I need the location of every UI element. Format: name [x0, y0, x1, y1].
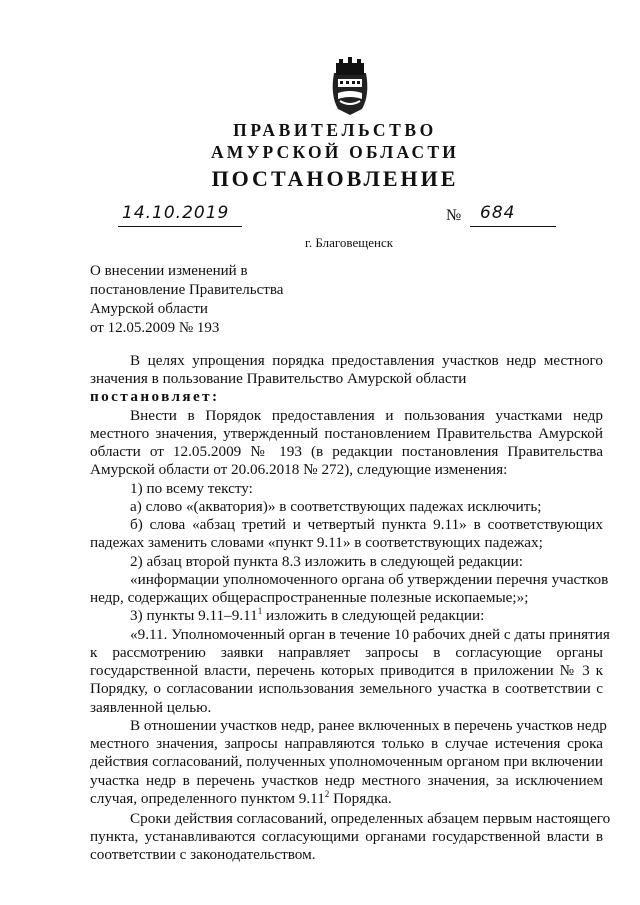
subject-line: постановление Правительства — [90, 282, 284, 298]
superscript: 2 — [324, 788, 330, 799]
body-text: случая, определенного пунктом 9.11 — [90, 790, 325, 807]
body-line: В отношении участков недр, ранее включенных в перечень участков недр — [130, 717, 607, 734]
subject-line: Амурской области — [90, 301, 208, 317]
body-line: б) слова «абзац третий и четвертый пункта 9.11» в соответствующих — [130, 516, 603, 533]
body-line: «9.11. Уполномоченный орган в течение 10 рабочих дней с даты принятия — [130, 626, 610, 643]
body-line: к рассмотрению заявки направляет запросы в согласующие органы — [90, 644, 603, 661]
subject-line: О внесении изменений в — [90, 263, 248, 279]
body-line: соответствии с законодательством. — [90, 846, 316, 863]
body-line: местного значения, утвержденный постановлением Правительства Амурской — [90, 425, 603, 442]
body-text: изложить в следующей редакции: — [262, 607, 485, 624]
date-underline — [118, 226, 242, 227]
body-line: пункта, устанавливаются согласующими органами государственной власти в — [90, 828, 603, 845]
region-title: АМУРСКОЙ ОБЛАСТИ — [210, 142, 460, 162]
body-text: 3) пункты 9.11–9.11 — [130, 607, 258, 624]
body-line: значения в пользование Правительство Амурской области — [90, 370, 467, 387]
body-line: а) слово «(акватория)» в соответствующих падежах исключить; — [130, 498, 542, 515]
document-date: 14.10.2019 — [122, 203, 230, 223]
body-line: Сроки действия согласований, определенных абзацем первым настоящего — [130, 810, 611, 827]
body-line: Порядку, о согласовании использования земельного участка в соответствии с — [90, 680, 603, 697]
body-line: Амурской области от 20.06.2018 № 272), следующие изменения: — [90, 461, 508, 478]
body-text: Порядка. — [329, 790, 392, 807]
coat-of-arms-emblem — [326, 55, 374, 117]
body-line: В целях упрощения порядка предоставления участков недр местного — [130, 352, 603, 369]
decree-keyword: постановляет: — [90, 388, 220, 405]
body-line: заявленной целью. — [90, 699, 212, 716]
body-line — [90, 790, 392, 808]
subject-line: от 12.05.2009 № 193 — [90, 320, 220, 336]
body-line: действия согласований, полученных уполномоченным органом при включении — [90, 753, 603, 770]
government-title: ПРАВИТЕЛЬСТВО — [233, 120, 437, 140]
body-line: Внести в Порядок предоставления и пользования участками недр — [130, 407, 603, 424]
body-line: области от 12.05.2009 № 193 (в редакции постановления Правительства — [90, 443, 603, 460]
body-line: государственной власти, перечень которых приводится в приложении № 3 к — [90, 662, 603, 679]
body-line: недр, содержащих общераспространенные полезные ископаемые;»; — [90, 589, 529, 606]
body-line: участка недр в перечень участков недр местного значения, за исключением — [90, 772, 603, 789]
body-line: 1) по всему тексту: — [130, 480, 253, 497]
document-type-title: ПОСТАНОВЛЕНИЕ — [211, 166, 459, 191]
city-name: г. Благовещенск — [305, 235, 394, 250]
number-label: № — [446, 207, 462, 224]
body-line: падежах заменить словами «пункт 9.11» в соответствующих падежах; — [90, 534, 543, 551]
body-line: 2) абзац второй пункта 8.3 изложить в следующей редакции: — [130, 553, 524, 570]
document-number: 684 — [480, 203, 516, 223]
superscript: 1 — [257, 605, 263, 616]
body-line: «информации уполномоченного органа об утверждении перечня участков — [130, 571, 609, 588]
body-line — [130, 607, 484, 625]
document-subject — [90, 262, 283, 338]
body-line: местного значения, запросы направляются только в случае истечения срока — [90, 735, 603, 752]
number-underline — [470, 226, 556, 227]
